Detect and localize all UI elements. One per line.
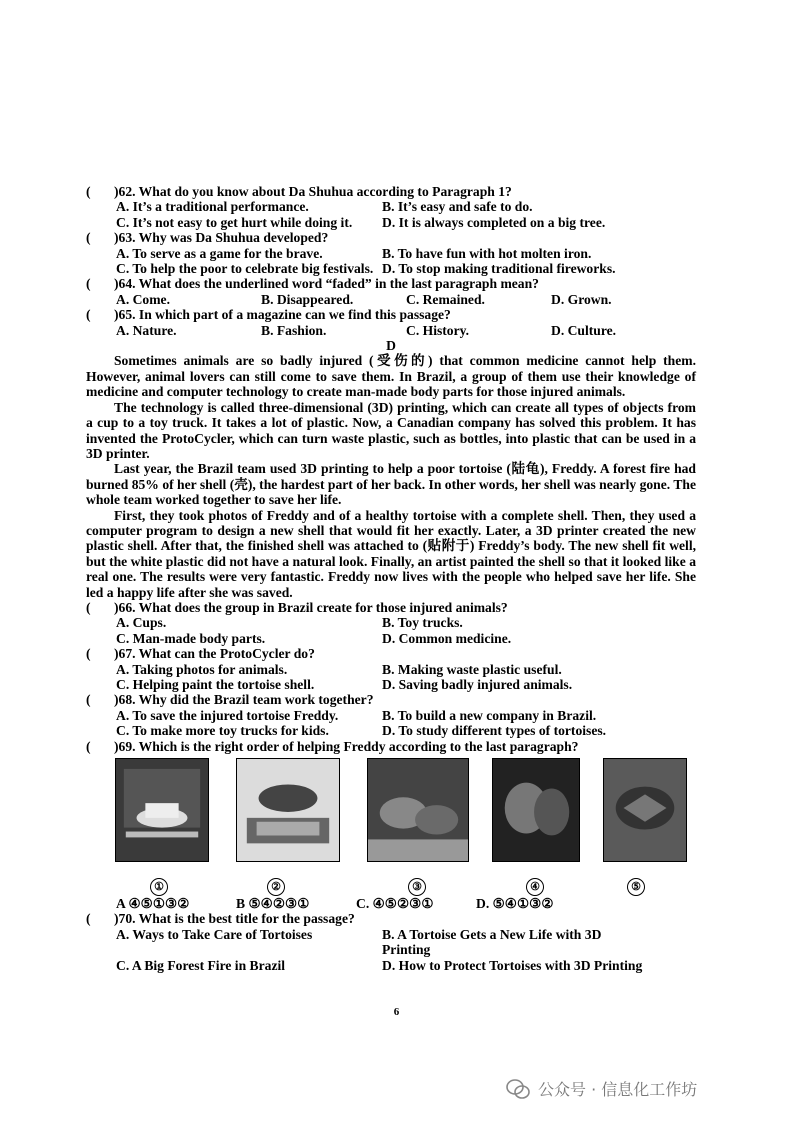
- wechat-icon: [506, 1078, 530, 1100]
- answer-option[interactable]: D. To study different types of tortoises.: [382, 723, 607, 739]
- q70-option-b[interactable]: B. A Tortoise Gets a New Life with 3D Printing: [382, 926, 602, 958]
- picture-tortoise-photo: [236, 758, 340, 862]
- two-tortoises-icon: [368, 759, 468, 861]
- q70-options-row-2: [86, 958, 696, 973]
- answer-option[interactable]: A. To save the injured tortoise Freddy.: [116, 707, 339, 723]
- question-stem: )70. What is the best title for the passage?: [114, 911, 355, 927]
- question-questions_d-3: [86, 739, 696, 754]
- answer-option[interactable]: C. History.: [406, 322, 470, 338]
- options-row: [86, 677, 696, 692]
- question-70: [86, 911, 696, 926]
- answer-bracket[interactable]: (: [86, 307, 91, 323]
- question-stem: )64. What does the underlined word “faded” in the last paragraph mean?: [114, 276, 539, 292]
- options-row: [86, 615, 696, 630]
- answer-option[interactable]: C. Man-made body parts.: [116, 630, 266, 646]
- page-number: 6: [393, 1006, 400, 1018]
- answer-option[interactable]: B. Fashion.: [261, 322, 327, 338]
- q70-option-a[interactable]: A. Ways to Take Care of Tortoises: [116, 926, 313, 942]
- question-stem: )63. Why was Da Shuhua developed?: [114, 230, 329, 246]
- question-questions_d-2: [86, 692, 696, 707]
- tortoise-photo-icon: [237, 759, 339, 861]
- q69-options: [86, 896, 696, 911]
- exam-content: [86, 184, 696, 973]
- answer-bracket[interactable]: (: [86, 276, 91, 292]
- shell-design-icon: [493, 759, 579, 861]
- section-heading: D: [386, 338, 396, 354]
- answer-option[interactable]: C. It’s not easy to get hurt while doing it.: [116, 214, 353, 230]
- q69-option-c[interactable]: C. ④⑤②③①: [356, 896, 434, 912]
- question-stem: )67. What can the ProtoCycler do?: [114, 646, 315, 662]
- options-row: [86, 323, 696, 338]
- answer-option[interactable]: C. To help the poor to celebrate big festivals.: [116, 261, 374, 277]
- circle-label-2: ②: [267, 878, 285, 896]
- answer-option[interactable]: B. To have fun with hot molten iron.: [382, 245, 592, 261]
- question-questions_d-1: [86, 646, 696, 661]
- answer-option[interactable]: B. It’s easy and safe to do.: [382, 199, 533, 215]
- passage-paragraph: The technology is called three-dimensional (3D) printing, which can create all types of objects from a cup to a toy truck. It takes a lot of plastic. Now, a Canadian company has solved this problem. It has invented the ProtoCycler, which can turn waste plastic, such as bottles, into plastic that can be used in a 3D printer.: [86, 399, 696, 461]
- answer-bracket[interactable]: (: [86, 184, 91, 199]
- answer-bracket[interactable]: (: [86, 230, 91, 246]
- answer-option[interactable]: C. Helping paint the tortoise shell.: [116, 677, 315, 692]
- answer-option[interactable]: D. Saving badly injured animals.: [382, 677, 573, 692]
- answer-option[interactable]: B. Disappeared.: [261, 291, 354, 307]
- passage-paragraph: First, they took photos of Freddy and of a healthy tortoise with a complete shell. Then, they used a computer program to design a new shell that would fit her exactly. Later, a 3D printer created the new plastic shell. After that, the finished shell was attached to (贴附于) Freddy’s body. The new shell fit well, but the white plastic did not have a natural look. Finally, an artist painted the shell so that it looked like a real one. The results were very fantastic. Freddy now lives with the people who helped save her life. She led a happy life after she was saved.: [86, 507, 696, 600]
- answer-bracket[interactable]: (: [86, 692, 91, 708]
- question-group-d: [86, 600, 696, 754]
- q69-pictures: [86, 758, 696, 878]
- options-row: [86, 261, 696, 276]
- circle-label-3: ③: [408, 878, 426, 896]
- question-questions_c-1: [86, 230, 696, 245]
- printer-image-icon: [116, 759, 208, 861]
- answer-bracket[interactable]: (: [86, 646, 91, 662]
- options-row: [86, 662, 696, 677]
- q70-options-row-1: [86, 927, 696, 958]
- answer-bracket[interactable]: (: [86, 599, 91, 615]
- options-row: [86, 215, 696, 230]
- answer-option[interactable]: A. Taking photos for animals.: [116, 661, 288, 677]
- painted-shell-icon: [604, 759, 686, 861]
- q69-picture-labels: [86, 878, 696, 896]
- answer-option[interactable]: D. Grown.: [551, 291, 612, 307]
- picture-shell-design: [492, 758, 580, 862]
- q70-option-c[interactable]: C. A Big Forest Fire in Brazil: [116, 957, 286, 973]
- options-row: [86, 631, 696, 646]
- options-row: [86, 246, 696, 261]
- q69-option-b[interactable]: B ⑤④②③①: [236, 896, 310, 912]
- question-stem: )62. What do you know about Da Shuhua according to Paragraph 1?: [114, 184, 512, 199]
- options-row: [86, 292, 696, 307]
- question-stem: )68. Why did the Brazil team work together?: [114, 692, 374, 708]
- question-questions_c-2: [86, 276, 696, 291]
- picture-two-tortoises: [367, 758, 469, 862]
- circle-label-5: ⑤: [627, 878, 645, 896]
- watermark-text: 公众号 · 信息化工作坊: [538, 1080, 698, 1099]
- question-questions_d-0: [86, 600, 696, 615]
- question-stem: )65. In which part of a magazine can we find this passage?: [114, 307, 451, 323]
- question-stem: )66. What does the group in Brazil create for those injured animals?: [114, 599, 508, 615]
- answer-option[interactable]: B. Making waste plastic useful.: [382, 661, 562, 677]
- question-stem: )69. Which is the right order of helping Freddy according to the last paragraph?: [114, 738, 579, 754]
- answer-option[interactable]: A. Cups.: [116, 615, 167, 631]
- question-group-c: [86, 184, 696, 338]
- picture-printer: [115, 758, 209, 862]
- picture-painted-shell: [603, 758, 687, 862]
- answer-bracket[interactable]: (: [86, 911, 91, 927]
- q69-option-d[interactable]: D. ⑤④①③②: [476, 896, 554, 912]
- options-row: [86, 708, 696, 723]
- answer-option[interactable]: A. Nature.: [116, 322, 177, 338]
- answer-option[interactable]: D. Culture.: [551, 322, 617, 338]
- passage-paragraph: Last year, the Brazil team used 3D printing to help a poor tortoise (陆龟), Freddy. A forest fire had burned 85% of her shell (壳), the hardest part of her back. In other words, her shell was nearly gone. The whole team worked together to save her life.: [86, 461, 696, 508]
- circle-label-4: ④: [526, 878, 544, 896]
- options-row: [86, 723, 696, 738]
- answer-option[interactable]: D. It is always completed on a big tree.: [382, 214, 606, 230]
- answer-option[interactable]: B. To build a new company in Brazil.: [382, 707, 597, 723]
- passage-d: [86, 353, 696, 600]
- answer-option[interactable]: D. To stop making traditional fireworks.: [382, 261, 616, 277]
- question-questions_c-3: [86, 307, 696, 322]
- answer-option[interactable]: D. Common medicine.: [382, 630, 512, 646]
- options-row: [86, 199, 696, 214]
- answer-option[interactable]: A. It’s a traditional performance.: [116, 199, 309, 215]
- q70-option-d[interactable]: D. How to Protect Tortoises with 3D Printing: [382, 957, 643, 973]
- answer-option[interactable]: C. To make more toy trucks for kids.: [116, 723, 329, 739]
- answer-option[interactable]: A. Come.: [116, 291, 170, 307]
- answer-option[interactable]: C. Remained.: [406, 291, 485, 307]
- answer-option[interactable]: A. To serve as a game for the brave.: [116, 245, 323, 261]
- watermark: [506, 1077, 697, 1100]
- question-questions_c-0: [86, 184, 696, 199]
- passage-paragraph: Sometimes animals are so badly injured (受伤的) that common medicine cannot help them. However, animal lovers can still come to save them. In Brazil, a group of them use their knowledge of medicine and computer technology to create man-made body parts for those injured animals.: [86, 353, 696, 400]
- answer-bracket[interactable]: (: [86, 738, 91, 754]
- answer-option[interactable]: B. Toy trucks.: [382, 615, 463, 631]
- circle-label-1: ①: [150, 878, 168, 896]
- q69-option-a[interactable]: A ④⑤①③②: [116, 896, 190, 912]
